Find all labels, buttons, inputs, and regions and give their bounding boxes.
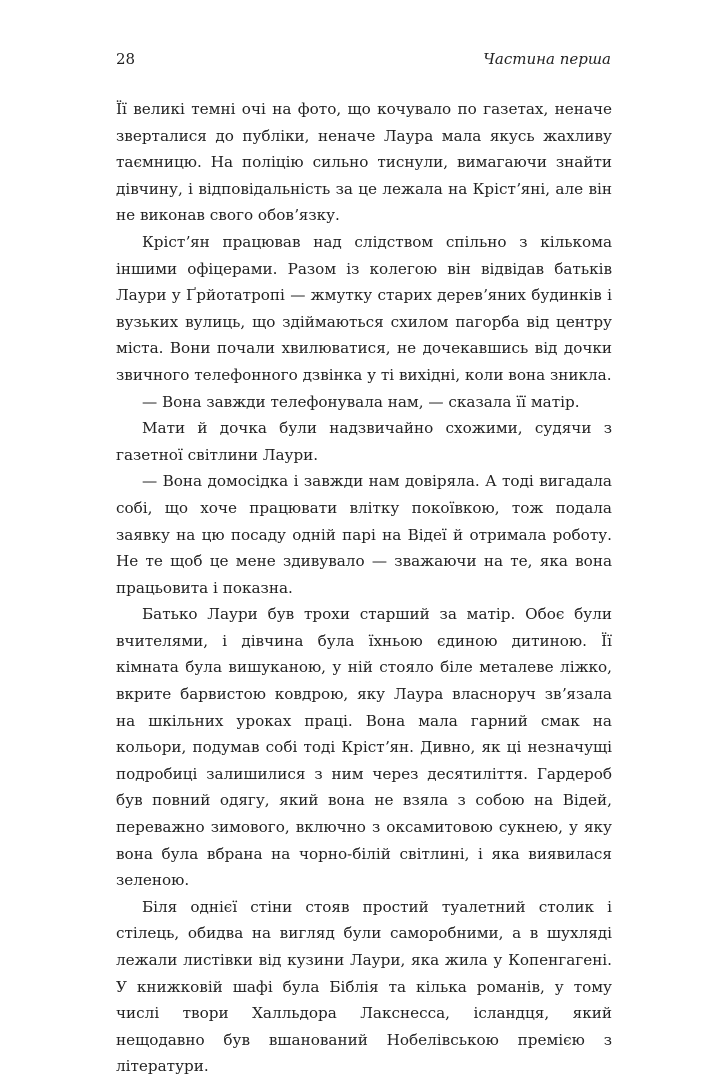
paragraph: — Вона домосідка і завжди нам довіряла. А тоді вигадала собі, що хоче працювати влітку покоївкою, тож подала заявку на цю посаду одній парі на Відеї й отримала роботу. Не те щоб це мене здивувало — зважаючи на те, яка вона працьовита і показна. <box>116 472 612 597</box>
paragraph: Крістʼян працював над слідством спільно з кількома іншими офіцерами. Разом із колегою він відвідав батьків Лаури у Ґрйотатропі — жмутку старих деревʼяних будинків і вузьких вулиць, що здіймаються схилом пагорба від центру міста. Вони почали хвилюватися, не дочекавшись від дочки звичного телефонного дзвінка у ті вихідні, коли вона зникла. <box>116 232 612 384</box>
paragraph: Її великі темні очі на фото, що кочувало по газетах, неначе зверталися до публіки, неначе Лаура мала якусь жахливу таємницю. На поліцію сильно тиснули, вимагаючи знайти дівчину, і відповідальність за це лежала на Крістʼяні, але він не виконав свого обовʼязку. <box>116 100 612 225</box>
page-number: 28 <box>116 50 136 68</box>
paragraph: Мати й дочка були надзвичайно схожими, судячи з газетної світлини Лаури. <box>116 419 612 464</box>
body-text <box>116 96 612 1080</box>
paragraph: Біля однієї стіни стояв простий туалетний столик і стілець, обидва на вигляд були саморобними, а в шухляді лежали листівки від кузини Лаури, яка жила у Копенгагені. У книжковій шафі була Біблія та кілька романів, у тому числі твори Халльдора Лакснесса, ісландця, який нещодавно був вшанований Нобелівською премією з літератури. <box>116 897 612 1076</box>
running-head: Частина перша <box>483 50 611 68</box>
paragraph: — Вона завжди телефонувала нам, — сказала її матір. <box>142 392 580 411</box>
paragraph: Батько Лаури був трохи старший за матір. Обоє були вчителями, і дівчина була їхньою єдиною дитиною. Її кімната була вишуканою, у ній стояло біле металеве ліжко, вкрите барвистою ковдрою, яку Лаура власноруч звʼязала на шкільних уроках праці. Вона мала гарний смак на кольори, подумав собі тоді Крістʼян. Дивно, як ці незначущі подробиці залишилися з ним через десятиліття. Гардероб був повний одягу, який вона не взяла з собою на Відей, переважно зимового, включно з оксамитовою сукнею, у яку вона була вбрана на чорно-білій світлині, і яка виявилася зеленою. <box>116 605 612 890</box>
